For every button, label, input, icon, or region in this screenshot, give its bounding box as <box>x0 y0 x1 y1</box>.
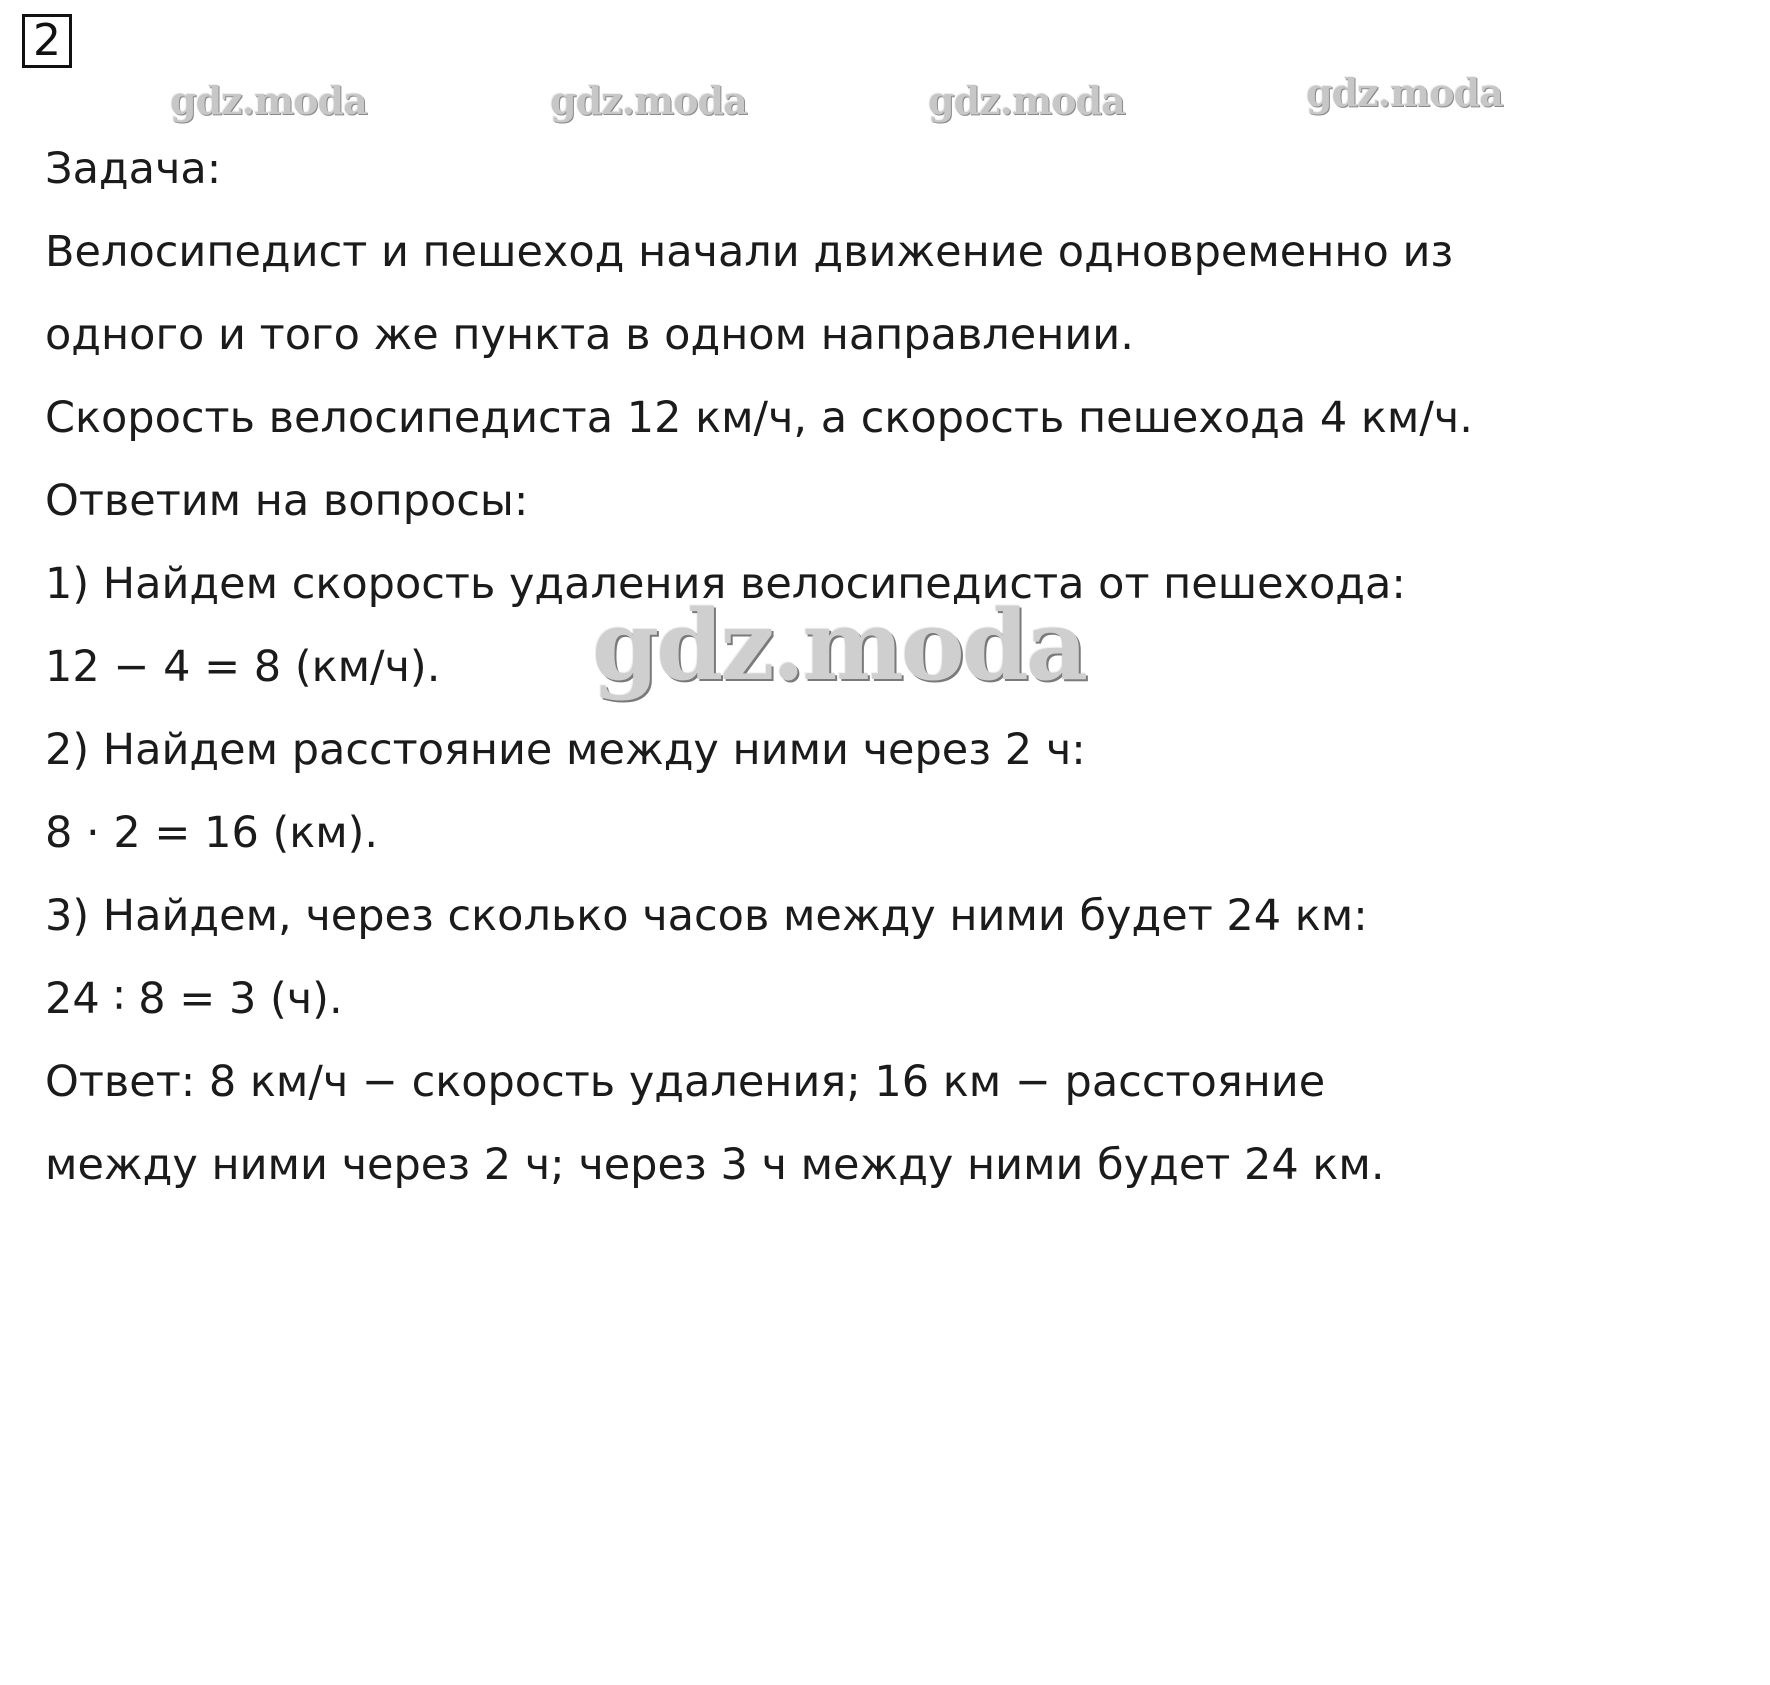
step-3-text: 3) Найдем, через сколько часов между ними будет 24 км: <box>45 891 1368 941</box>
watermark: gdz.moda <box>170 78 367 123</box>
step-1-formula: 12 − 4 = 8 (км/ч). <box>45 642 441 692</box>
step-3-formula: 24 ∶ 8 = 3 (ч). <box>45 974 343 1024</box>
heading-task: Задача: <box>45 144 222 194</box>
watermark: gdz.moda <box>1306 70 1503 115</box>
problem-line-3: Скорость велосипедиста 12 км/ч, а скорость пешехода 4 км/ч. <box>45 393 1473 443</box>
step-2-formula: 8 · 2 = 16 (км). <box>45 808 379 858</box>
task-number-box: 2 <box>22 14 72 68</box>
questions-intro: Ответим на вопросы: <box>45 476 529 526</box>
step-1-text: 1) Найдем скорость удаления велосипедиста от пешехода: <box>45 559 1406 609</box>
problem-line-2: одного и того же пункта в одном направлении. <box>45 310 1134 360</box>
watermark-center: gdz.moda <box>592 589 1086 702</box>
step-2-text: 2) Найдем расстояние между ними через 2 ч: <box>45 725 1086 775</box>
answer-line-1: Ответ: 8 км/ч − скорость удаления; 16 км − расстояние <box>45 1057 1326 1107</box>
problem-line-1: Велосипедист и пешеход начали движение одновременно из <box>45 227 1454 277</box>
watermark: gdz.moda <box>550 78 747 123</box>
watermark: gdz.moda <box>928 78 1125 123</box>
answer-line-2: между ними через 2 ч; через 3 ч между ними будет 24 км. <box>45 1140 1385 1190</box>
